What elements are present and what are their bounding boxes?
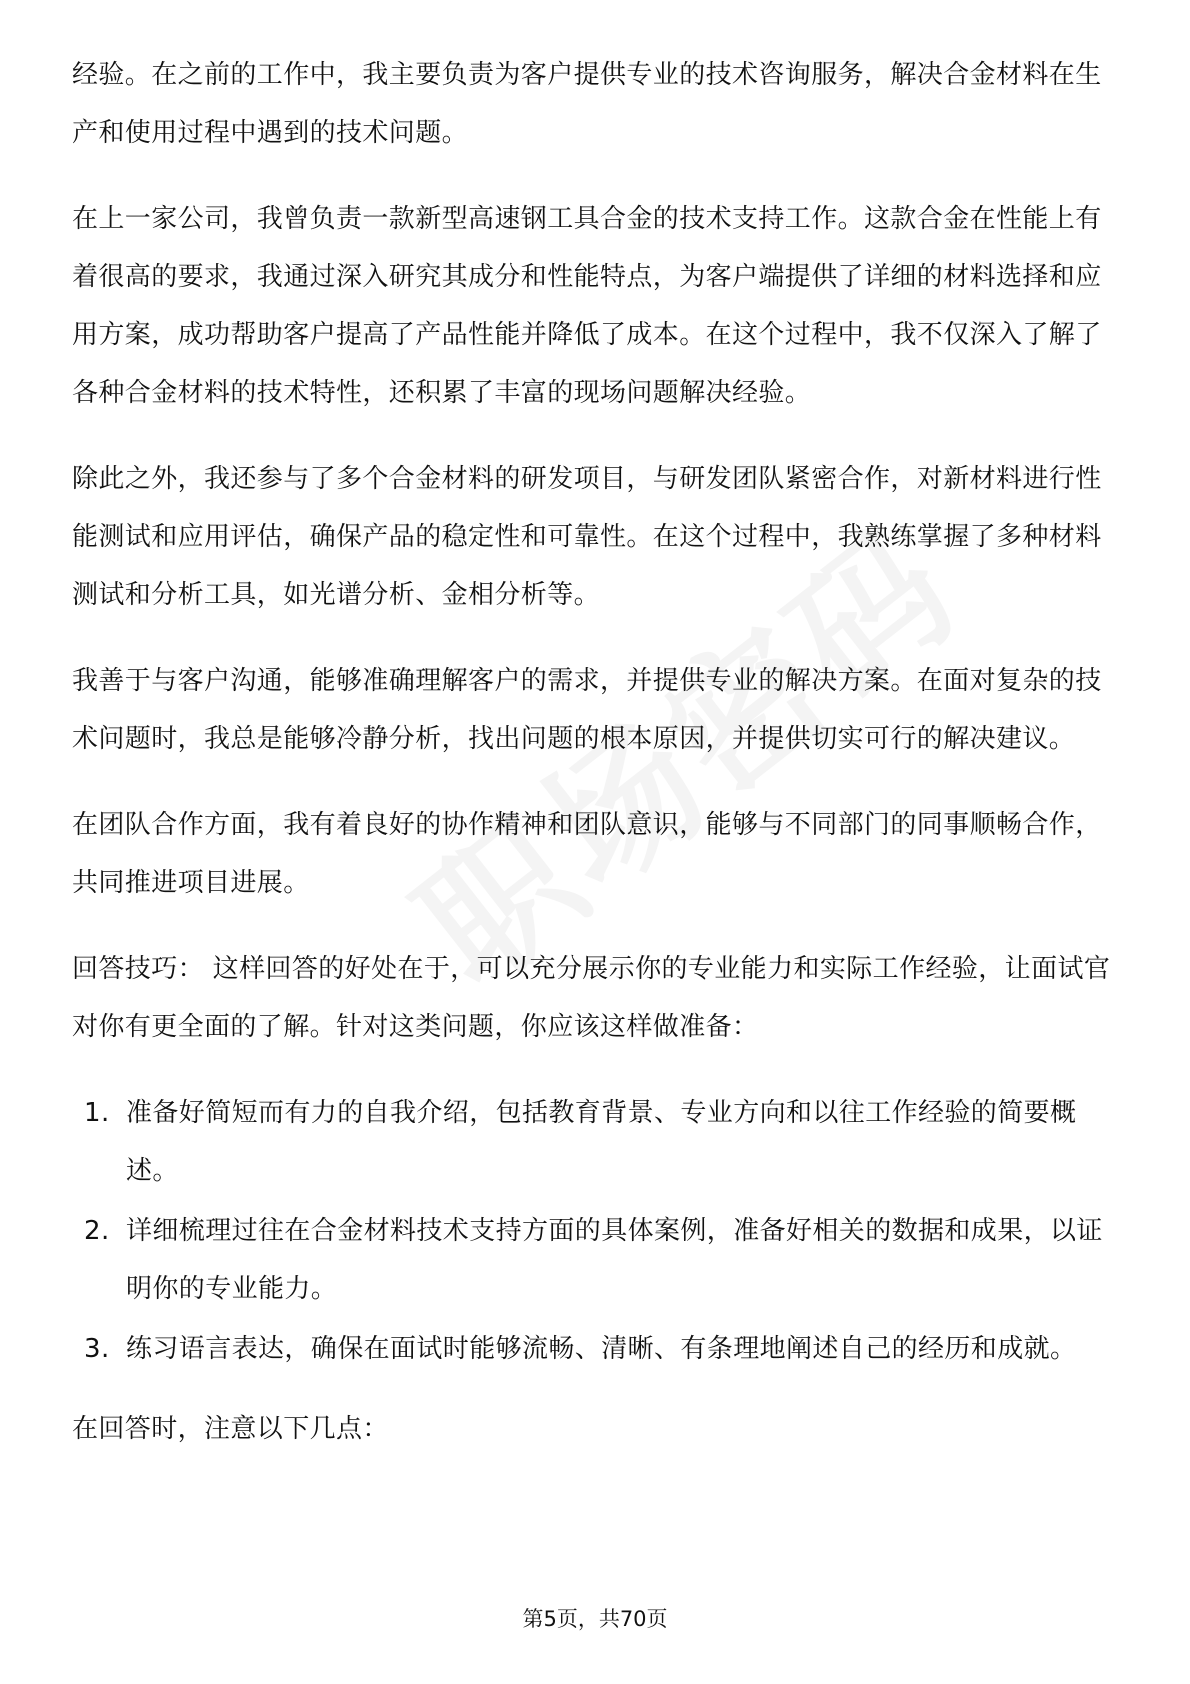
paragraph-closing: 在回答时，注意以下几点：	[72, 1414, 389, 1444]
page-number: 第5页，共70页	[522, 1607, 668, 1631]
list-item-number: 3.	[84, 1334, 110, 1364]
paragraph-communication: 我善于与客户沟通，能够准确理解客户的需求，并提供专业的解决方案。在面对复杂的技术问题时，我总是能够冷静分析，找出问题的根本原因，并提供切实可行的解决建议。	[72, 666, 1102, 754]
list-item	[72, 1084, 1122, 1200]
list-item-number: 1.	[84, 1098, 110, 1128]
list-item-text: 练习语言表达，确保在面试时能够流畅、清晰、有条理地阐述自己的经历和成就。	[126, 1334, 1077, 1364]
paragraph-answer-tips: 回答技巧： 这样回答的好处在于，可以充分展示你的专业能力和实际工作经验，让面试官对你有更全面的了解。针对这类问题，你应该这样做准备：	[72, 954, 1111, 1042]
paragraph-experience-intro: 经验。在之前的工作中，我主要负责为客户提供专业的技术咨询服务，解决合金材料在生产和使用过程中遇到的技术问题。	[72, 60, 1102, 148]
paragraph-rnd-projects: 除此之外，我还参与了多个合金材料的研发项目，与研发团队紧密合作，对新材料进行性能测试和应用评估，确保产品的稳定性和可靠性。在这个过程中，我熟练掌握了多种材料测试和分析工具，如光谱分析、金相分析等。	[72, 464, 1102, 610]
list-item-number: 2.	[84, 1216, 110, 1246]
list-item	[72, 1320, 1122, 1378]
preparation-list	[72, 1084, 1122, 1378]
paragraph-teamwork: 在团队合作方面，我有着良好的协作精神和团队意识，能够与不同部门的同事顺畅合作，共同推进项目进展。	[72, 810, 1102, 898]
list-item	[72, 1202, 1122, 1318]
list-item-text: 详细梳理过往在合金材料技术支持方面的具体案例，准备好相关的数据和成果，以证明你的专业能力。	[126, 1216, 1103, 1304]
list-item-text: 准备好简短而有力的自我介绍，包括教育背景、专业方向和以往工作经验的简要概述。	[126, 1098, 1077, 1186]
paragraph-previous-company: 在上一家公司，我曾负责一款新型高速钢工具合金的技术支持工作。这款合金在性能上有着很高的要求，我通过深入研究其成分和性能特点，为客户端提供了详细的材料选择和应用方案，成功帮助客户提高了产品性能并降低了成本。在这个过程中，我不仅深入了解了各种合金材料的技术特性，还积累了丰富的现场问题解决经验。	[72, 204, 1102, 408]
document-body	[72, 46, 1122, 1486]
